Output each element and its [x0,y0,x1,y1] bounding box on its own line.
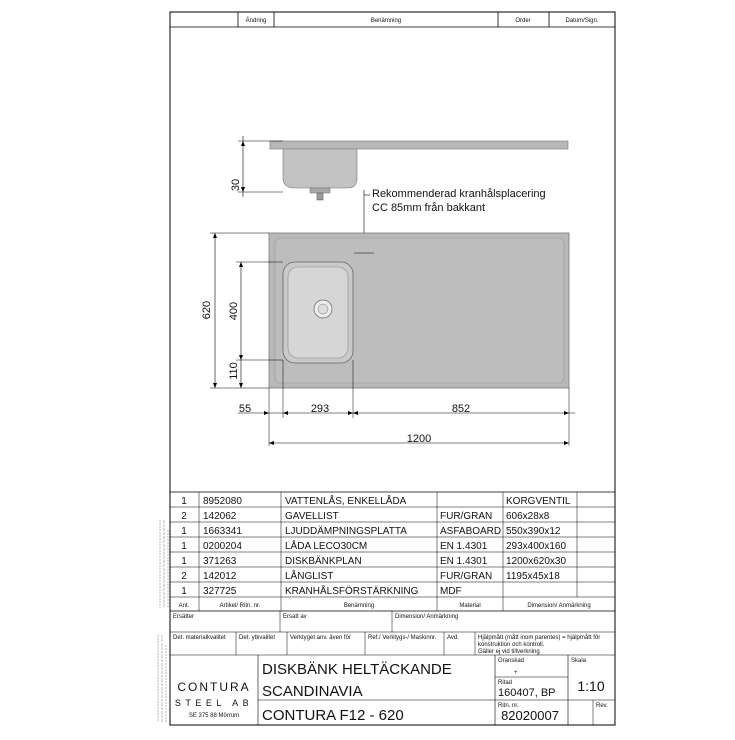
scale-value: 1:10 [577,678,605,694]
part-art: 8952080 [203,496,242,507]
label-ref-verktyg: Ref./ Verktygs-/ Maskinnr. [368,635,437,641]
part-qty: 2 [181,571,187,582]
legal-notice-upper [160,520,168,608]
countertop-side [270,141,568,149]
part-material: FUR/GRAN [440,571,493,582]
label-hjalpmatt: Hjälpmått (mått inom parentes) = hjälpmått för [478,635,601,641]
header-dim: Dimension/ Anmärkning [527,603,591,609]
label-rev: Rev. [596,703,608,709]
dim-55: 55 [238,403,252,415]
part-qty: 2 [181,511,187,522]
plan-view [201,233,575,446]
parts-row [181,494,571,507]
parts-row [181,539,566,552]
drain-body [310,188,330,193]
title-block [170,611,615,725]
part-qty: 1 [181,496,187,507]
label-ritad: Ritad [498,680,513,686]
part-dim: KORGVENTIL [506,496,571,507]
dim-293: 293 [310,403,330,415]
parts-row [181,525,561,537]
label-det-yt: Det. ytkvalitet [239,635,276,641]
drain-pipe [317,193,323,200]
label-avd: Avd. [447,635,459,641]
part-dim: 1195x45x18 [506,571,560,582]
header-ant: Ant. [178,603,190,609]
title-line1: DISKBÄNK HELTÄCKANDE [262,661,452,678]
part-name: LÅNGLIST [285,571,334,582]
parts-row [181,511,550,522]
company-name: CONTURA [177,680,251,694]
dim-852: 852 [451,403,471,415]
ritad-value: 160407, BP [498,687,556,699]
label-ersatt-av: Ersatt av [283,614,307,620]
dim-30: 30 [230,178,242,192]
header-benamning: Benämning [370,18,402,24]
part-name: GAVELLIST [285,511,339,522]
part-material: EN 1.4301 [440,541,488,552]
header-order: Order [515,18,531,24]
part-name: LJUDDÄMPNINGSPLATTA [285,526,407,537]
parts-row [181,555,566,567]
part-qty: 1 [181,526,187,537]
part-material: ASFABOARD [440,526,502,537]
company-address: SE 375 88 Mörrum [188,713,240,719]
header-material: Material [459,603,481,609]
header-datum: Datum/Sign. [565,18,599,24]
part-art: 371263 [203,556,237,567]
part-material: EN 1.4301 [440,556,488,567]
part-qty: 1 [181,556,187,567]
title-line2: SCANDINAVIA [262,683,363,700]
part-name: VATTENLÅS, ENKELLÅDA [285,496,407,507]
part-dim: 1200x620x30 [506,556,567,567]
dim-1200: 1200 [406,433,432,445]
part-qty: 1 [181,541,187,552]
label-ersatter: Ersätter [173,614,195,620]
note-line2: CC 85mm från bakkant [372,202,486,214]
label-hjalpmatt3: Gäller ej vid tillverkning [478,649,540,655]
parts-list [170,492,615,611]
label-skala: Skala [571,658,587,664]
note-line1: Rekommenderad kranhålsplacering [372,188,546,200]
company-sub: STEEL AB [174,698,254,708]
part-material: MDF [440,586,462,597]
revision-header [170,12,615,27]
dim-620: 620 [201,300,213,320]
part-art: 142062 [203,511,237,522]
header-name: Benämning [343,603,375,609]
part-dim: 606x28x8 [506,511,550,522]
parts-row [181,584,461,597]
parts-row [181,569,560,582]
granskad-value: + [514,670,518,676]
part-qty: 1 [181,586,187,597]
header-art: Artikel/ Ritn. nr. [219,603,261,609]
dim-110: 110 [228,362,240,380]
label-ritn-nr: Ritn. nr. [498,703,519,709]
part-dim: 550x390x12 [506,526,561,537]
legal-notice-lower [158,635,166,722]
label-granskad: Granskad [498,658,525,664]
header-andring: Ändring [245,18,267,24]
part-art: 1663341 [203,526,242,537]
label-hjalpmatt2: konstruktion och kontroll. [478,642,545,648]
label-det-material: Det. materialkvalitet [173,635,226,641]
part-name: LÅDA LECO30CM [285,541,368,552]
title-line3: CONTURA F12 - 620 [262,707,404,724]
part-dim: 293x400x160 [506,541,567,552]
drawing-number: 82020007 [501,708,559,723]
part-material: FUR/GRAN [440,511,493,522]
label-verktyget: Verktyget anv. även för [290,635,351,641]
part-art: 142012 [203,571,237,582]
dim-400: 400 [228,301,240,321]
part-art: 327725 [203,586,237,597]
label-dim-anm: Dimension/ Anmärkning [395,614,459,620]
part-name: DISKBÄNKPLAN [285,556,362,567]
basin-side [283,149,357,188]
part-art: 0200204 [203,541,242,552]
part-name: KRANHÅLSFÖRSTÄRKNING [285,586,419,597]
